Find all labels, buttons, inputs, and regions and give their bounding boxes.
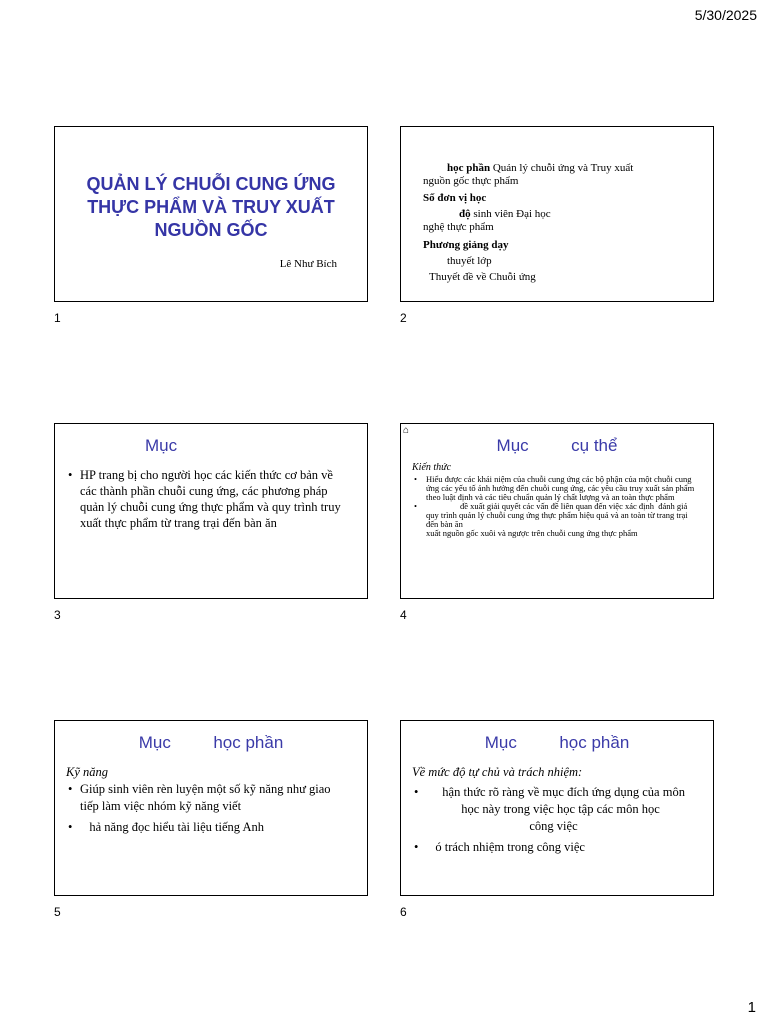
- slide-5-subtitle: Kỹ năng: [66, 765, 109, 779]
- slide-1: [54, 126, 368, 302]
- slide-3: [54, 423, 368, 599]
- slide-5-number: 5: [54, 905, 61, 919]
- slide-5-bullet: • Giúp sinh viên rèn luyện một số kỹ năng như giao tiếp làm việc nhóm kỹ năng viết: [66, 781, 347, 815]
- slide-1-author: Lê Như Bích: [279, 258, 337, 270]
- slide-1-number: 1: [54, 311, 61, 325]
- slide-icon: ⌂: [403, 425, 410, 436]
- slide-6: [400, 720, 714, 896]
- slide-4-bullet: • Hiểu được các khái niệm của chuỗi cung ứng các bộ phận của một chuỗi cung ứng các yếu tố ảnh hưởng đến chuỗi cung ứng, các yêu cầu truy xuất sản phẩm theo luật định và các tiêu chuẩn quản lý chất lượng và an toàn thực phẩm: [412, 475, 699, 502]
- slide-5-title: Mục học phần: [138, 733, 284, 752]
- slide-4-title: Mục cụ thể: [496, 436, 618, 455]
- slide-3-body: [66, 467, 351, 531]
- slide-3-bullet: • HP trang bị cho người học các kiến thức cơ bản về các thành phần chuỗi cung ứng, các phương pháp quản lý chuỗi cung ứng thực phẩm và quy trình truy xuất thực phẩm từ trang trại đến bàn ăn: [66, 467, 351, 531]
- slide-6-title: Mục học phần: [484, 733, 630, 752]
- print-date: 5/30/2025: [694, 7, 757, 23]
- slide-2: [400, 126, 714, 302]
- slide-6-number: 6: [400, 905, 407, 919]
- slide-1-title: QUẢN LÝ CHUỖI CUNG ỨNG THỰC PHẨM VÀ TRUY XUẤT NGUỒN GỐC: [86, 174, 336, 240]
- slide-3-number: 3: [54, 608, 61, 622]
- slide-6-subtitle: Về mức độ tự chủ và trách nhiệm:: [412, 765, 583, 779]
- slide-4-subtitle: Kiến thức: [412, 462, 452, 473]
- slide-6-bullet-cont: công việc: [529, 819, 578, 833]
- slide-2-number: 2: [400, 311, 407, 325]
- slide-4: [400, 423, 714, 599]
- slide-6-bullet: • hận thức rõ ràng về mục đích ứng dụng của môn học này trong việc học tập các môn học: [412, 784, 695, 818]
- page-number: 1: [747, 999, 756, 1016]
- slide-4-number: 4: [400, 608, 407, 622]
- slide-2-body: học phần Quản lý chuỗi ứng và Truy xuất nguồn gốc thực phẩm Số đơn vị học độ sinh viên Đại học nghệ thực phẩm Phương giảng dạy thuyết lớp Thuyết đề về Chuỗi ứng: [423, 162, 634, 283]
- slide-6-bullet: • ó trách nhiệm trong công việc: [412, 839, 695, 856]
- slide-4-body: [412, 463, 699, 538]
- slide-6-body: [412, 764, 695, 856]
- slide-3-title: Mục: [145, 436, 178, 455]
- slide-5-bullet: • hả năng đọc hiểu tài liệu tiếng Anh: [66, 819, 347, 836]
- slide-5-body: [66, 764, 347, 836]
- slide-4-line: xuất nguồn gốc xuôi và ngược trên chuỗi cung ứng thực phẩm: [426, 528, 638, 538]
- slide-5: [54, 720, 368, 896]
- slide-4-bullet: • đề xuất giải quyết các vấn đề liên quan đến việc xác định đánh giá quy trình quản lý chuỗi cung ứng thực phẩm hiệu quả và an toàn từ trang trại đến bàn ăn: [412, 502, 699, 529]
